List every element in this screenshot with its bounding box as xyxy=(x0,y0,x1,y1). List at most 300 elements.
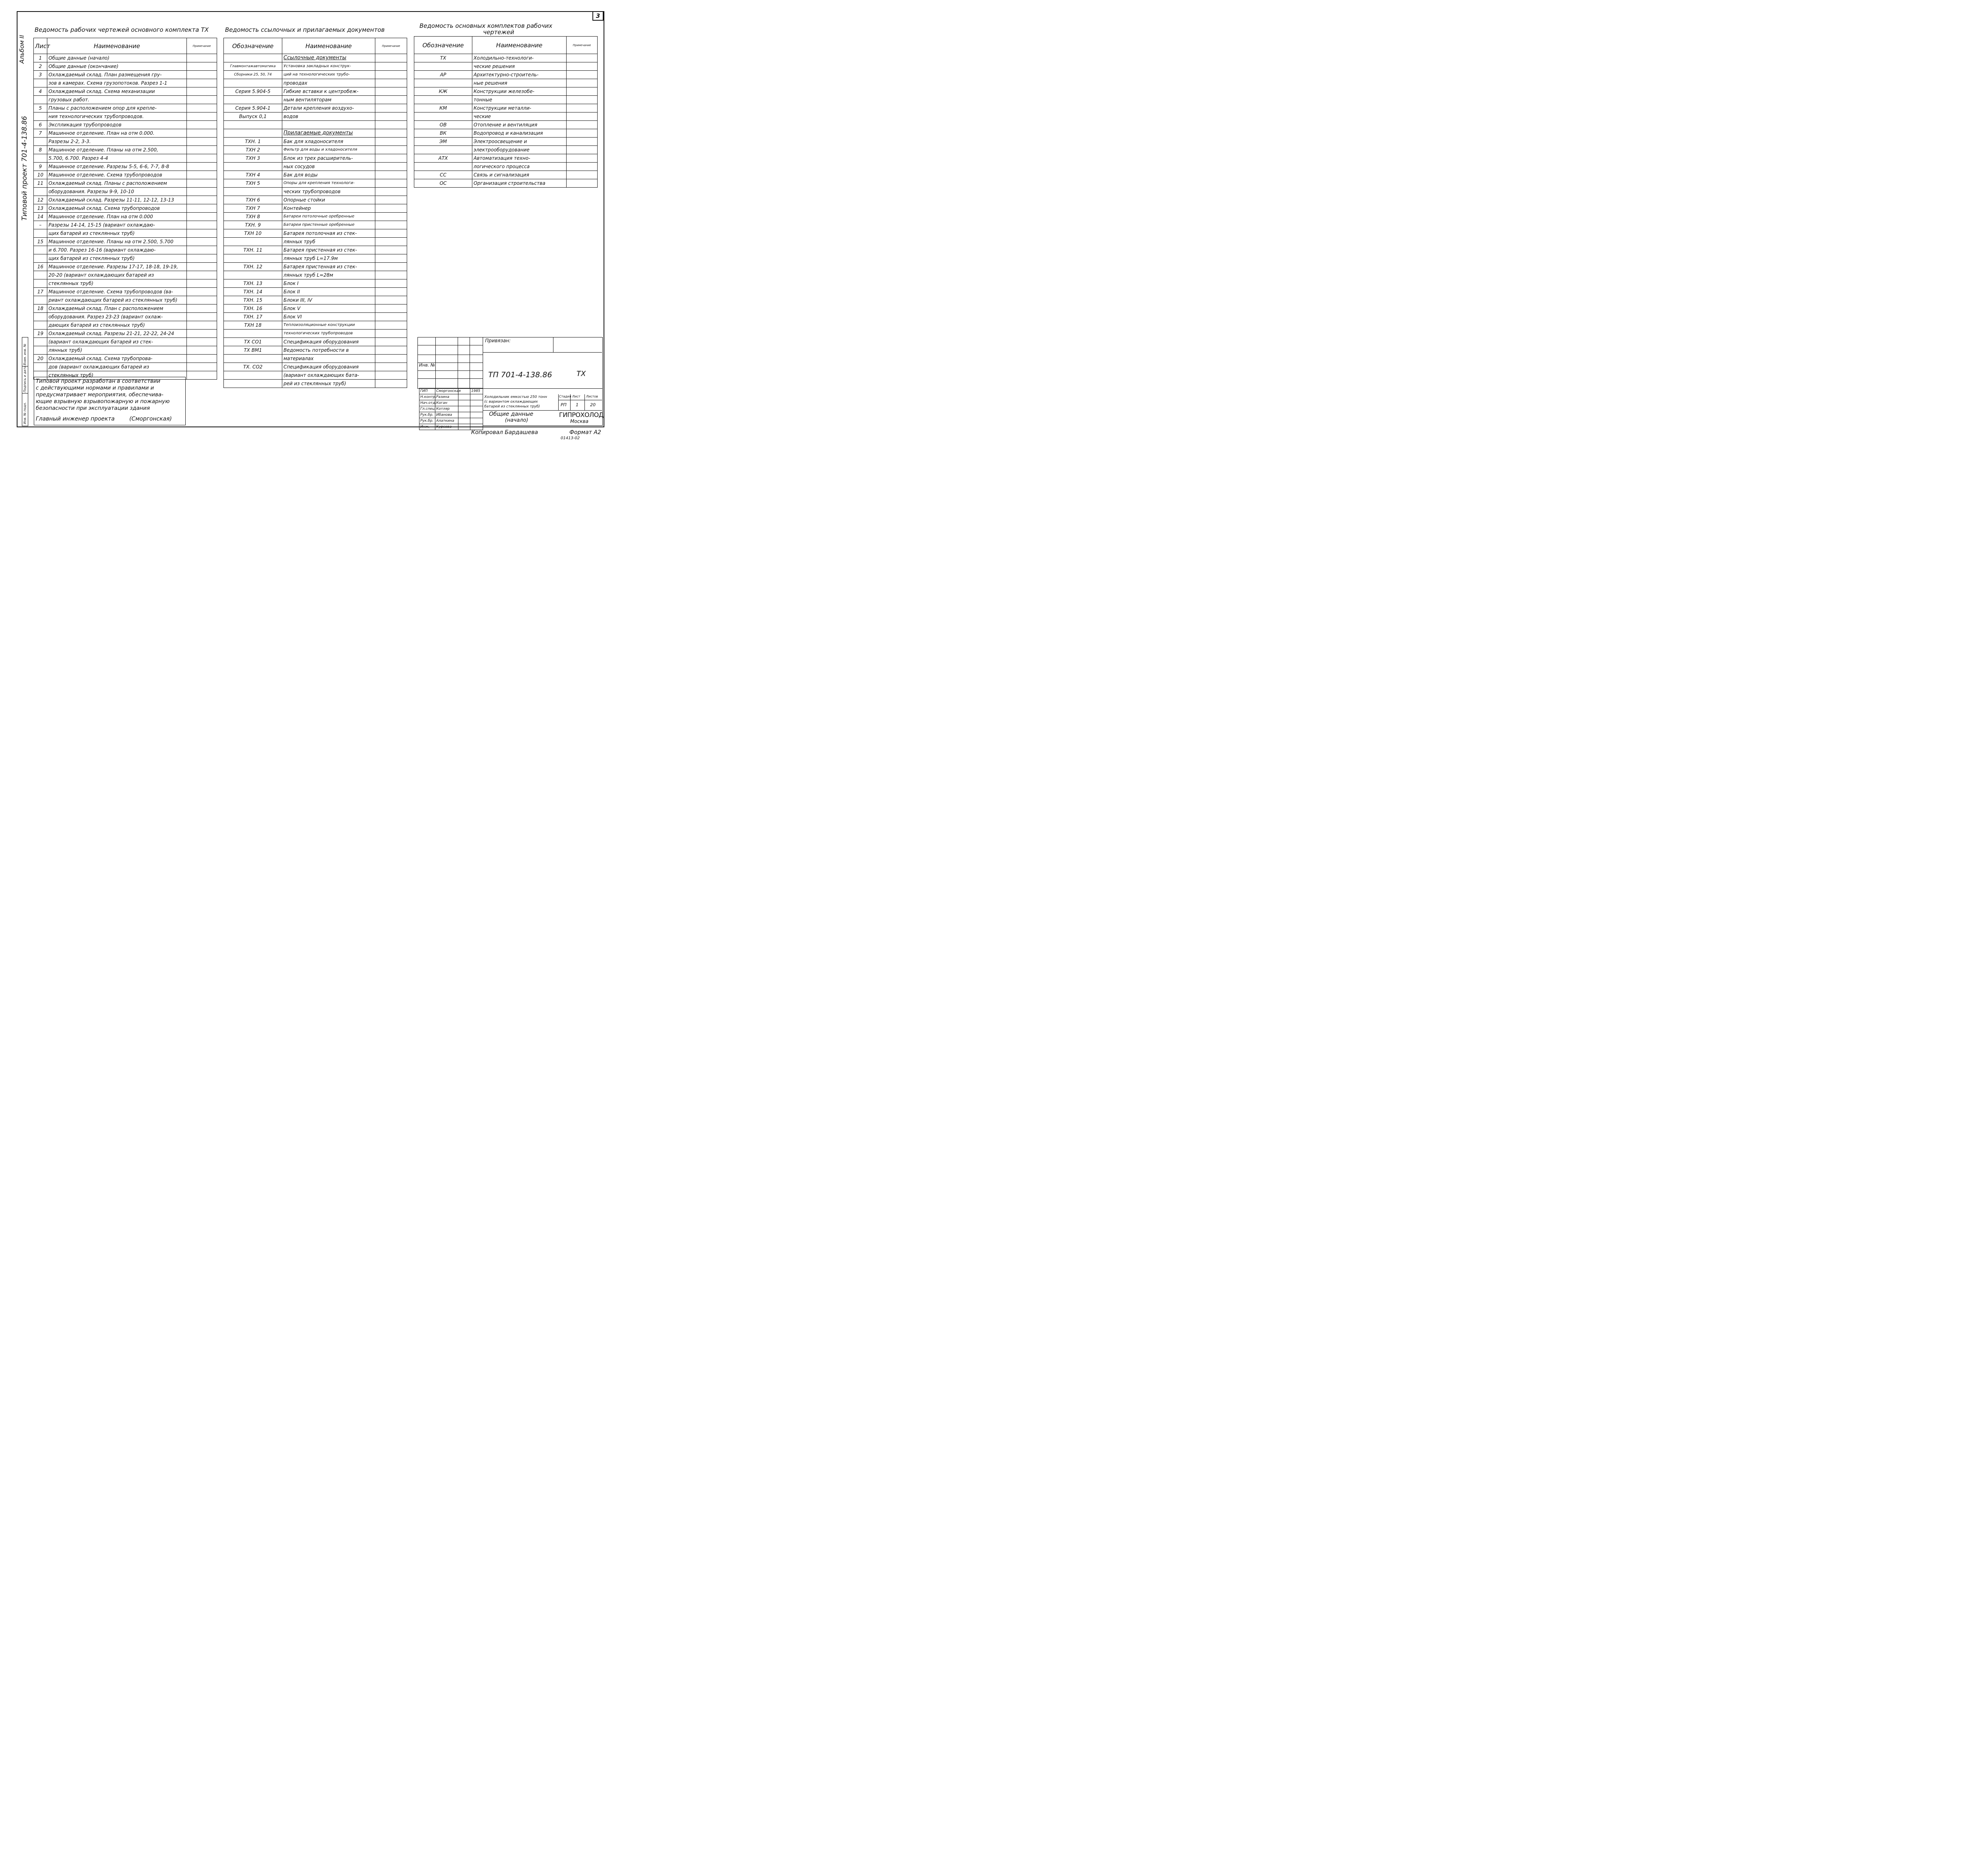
note-cell xyxy=(567,104,598,112)
note-cell xyxy=(375,138,407,146)
document-name-cell: Блок V xyxy=(282,304,375,313)
table-row xyxy=(34,229,217,238)
table-row xyxy=(224,346,407,355)
col-note-header: Примечание xyxy=(187,38,217,54)
table-row xyxy=(34,112,217,121)
note-line-3: предусматривает мероприятия, обеспечива- xyxy=(36,392,164,398)
document-name-cell: ческих трубопроводов xyxy=(282,188,375,196)
table-row xyxy=(224,79,407,87)
document-name-cell: Гибкие вставки к центробеж- xyxy=(282,87,375,96)
note-cell xyxy=(375,355,407,363)
drawing-name-cell: Машинное отделение. Схема трубопроводов xyxy=(47,171,187,179)
table-row xyxy=(34,196,217,204)
set-name-cell: тонные xyxy=(472,96,567,104)
table-row xyxy=(224,213,407,221)
code-cell: ТХН. 14 xyxy=(224,288,282,296)
note-line-1: Типовой проект разработан в соответствии xyxy=(36,378,161,384)
note-cell xyxy=(567,96,598,104)
signature-cell xyxy=(458,400,470,406)
note-cell xyxy=(375,79,407,87)
sheet-number-cell xyxy=(34,321,47,330)
signature-cell xyxy=(458,412,470,418)
document-name-cell: Опорные стойки xyxy=(282,196,375,204)
drawing-name-cell: риант охлаждающих батарей из стеклянных труб) xyxy=(47,296,187,304)
sheet-number-cell xyxy=(34,188,47,196)
sets-table xyxy=(414,36,598,188)
drawing-name-cell: Машинное отделение. Планы на отм 2.500, 5.700 xyxy=(47,238,187,246)
code-cell: ОВ xyxy=(414,121,472,129)
table-row xyxy=(34,204,217,213)
sets-list-title-1: Ведомость основных комплектов рабочих xyxy=(419,22,553,29)
code-cell: ОС xyxy=(414,179,472,188)
code-cell xyxy=(224,254,282,263)
note-cell xyxy=(375,304,407,313)
document-name-cell: Блок I xyxy=(282,279,375,288)
code-cell: КМ xyxy=(414,104,472,112)
note-cell xyxy=(375,346,407,355)
drawings-list-title: Ведомость рабочих чертежей основного комплекта ТХ xyxy=(35,26,209,33)
document-name-cell: материалах xyxy=(282,355,375,363)
code-cell: ТХН. 1 xyxy=(224,138,282,146)
table-row xyxy=(34,313,217,321)
table-row xyxy=(414,154,598,163)
title-block xyxy=(417,337,604,429)
note-cell xyxy=(375,213,407,221)
role-cell: Нач.отд. xyxy=(419,400,435,406)
code-cell: ТХН 2 xyxy=(224,146,282,154)
col-code-header: Обозначение xyxy=(224,38,282,54)
note-cell xyxy=(187,204,217,213)
note-cell xyxy=(187,296,217,304)
drawing-name-cell: оборудования. Разрезы 9-9, 10-10 xyxy=(47,188,187,196)
note-cell xyxy=(567,71,598,79)
note-cell xyxy=(375,54,407,62)
table-row xyxy=(34,71,217,79)
drawing-name-cell: Экспликация трубопроводов xyxy=(47,121,187,129)
code-cell xyxy=(224,371,282,380)
note-cell xyxy=(375,254,407,263)
table-row xyxy=(414,171,598,179)
drawing-name-cell: Охлаждаемый склад. Разрезы 21-21, 22-22, 24-24 xyxy=(47,330,187,338)
note-cell xyxy=(567,163,598,171)
set-name-cell: Холодильно-технологи- xyxy=(472,54,567,62)
sheet-number-cell: 10 xyxy=(34,171,47,179)
table-row xyxy=(224,263,407,271)
document-name-cell: Ведомость потребности в xyxy=(282,346,375,355)
table-row xyxy=(224,163,407,171)
signature-cell xyxy=(458,394,470,400)
table-row xyxy=(34,146,217,154)
drawing-name-cell: дов (вариант охлаждающих батарей из xyxy=(47,363,187,371)
table-row xyxy=(34,129,217,138)
table-row xyxy=(34,79,217,87)
code-cell xyxy=(224,271,282,279)
code-cell: ТХН 3 xyxy=(224,154,282,163)
table-row xyxy=(224,313,407,321)
document-name-cell: лянных труб xyxy=(282,238,375,246)
stage-value: РП xyxy=(561,402,567,407)
note-cell xyxy=(375,321,407,330)
col-name-header: Наименование xyxy=(47,38,187,54)
note-cell xyxy=(187,96,217,104)
drawing-name-cell: Машинное отделение. Разрезы 17-17, 18-18, 19-19, xyxy=(47,263,187,271)
date-cell xyxy=(470,418,483,424)
note-cell xyxy=(187,179,217,188)
table-row xyxy=(224,146,407,154)
table-row xyxy=(224,129,407,138)
sheet-label: Лист xyxy=(572,395,580,398)
drawing-name-cell: Машинное отделение. Схема трубопроводов (ва- xyxy=(47,288,187,296)
document-name-cell: Контейнер xyxy=(282,204,375,213)
code-cell xyxy=(224,330,282,338)
sheet-number: 3 xyxy=(592,11,604,21)
date-cell: 1985 xyxy=(470,388,483,394)
note-cell xyxy=(187,112,217,121)
code-cell xyxy=(224,188,282,196)
sheet-number-cell: 17 xyxy=(34,288,47,296)
table-row xyxy=(34,221,217,229)
code-cell xyxy=(414,62,472,71)
role-cell: Рук.бр. xyxy=(419,412,435,418)
object-name-1: Холодильник емкостью 250 тонн xyxy=(484,395,547,399)
drawings-table xyxy=(33,38,217,380)
table-row xyxy=(34,163,217,171)
person-name-cell: Разина xyxy=(435,394,458,400)
note-cell xyxy=(187,304,217,313)
note-cell xyxy=(187,321,217,330)
drawing-name-cell: Охлаждаемый склад. План размещения гру- xyxy=(47,71,187,79)
note-cell xyxy=(375,188,407,196)
drawing-name-cell: 20-20 (вариант охлаждающих батарей из xyxy=(47,271,187,279)
note-cell xyxy=(187,338,217,346)
table-row xyxy=(414,96,598,104)
note-cell xyxy=(375,288,407,296)
drawing-name-cell: грузовых работ. xyxy=(47,96,187,104)
drawing-name-cell: оборудования. Разрез 23-23 (вариант охлаж- xyxy=(47,313,187,321)
table-row xyxy=(224,321,407,330)
project-side-label: Типовой проект 701-4-138.86 xyxy=(21,116,29,221)
sheets-value: 20 xyxy=(590,402,596,407)
table-row xyxy=(224,355,407,363)
code-cell xyxy=(224,79,282,87)
stage-label: Стадия xyxy=(559,395,571,398)
drawing-name-cell: (вариант охлаждающих батарей из стек- xyxy=(47,338,187,346)
table-row xyxy=(34,288,217,296)
note-cell xyxy=(187,163,217,171)
note-cell xyxy=(187,221,217,229)
note-cell xyxy=(375,313,407,321)
set-name-cell: ческие решения xyxy=(472,62,567,71)
document-name-cell: Фильтр для воды и хладоносителя xyxy=(282,146,375,154)
sheet-value: 1 xyxy=(576,402,579,407)
person-name-cell: Котляр xyxy=(435,406,458,412)
drawing-name-cell: Разрезы 14-14, 15-15 (вариант охлаждаю- xyxy=(47,221,187,229)
table-row xyxy=(414,54,598,62)
document-name-cell: Опоры для крепления технологи- xyxy=(282,179,375,188)
drawing-name-cell: и 6.700. Разрез 16-16 (вариант охлаждаю- xyxy=(47,246,187,254)
code-cell: СС xyxy=(414,171,472,179)
set-name-cell: ные решения xyxy=(472,79,567,87)
table-row xyxy=(224,204,407,213)
album-label: Альбом II xyxy=(18,35,25,64)
note-cell xyxy=(375,330,407,338)
role-cell: Рук.бр. xyxy=(419,418,435,424)
drawing-name-cell: Машинное отделение. План на отм 0.000. xyxy=(47,129,187,138)
note-cell xyxy=(375,154,407,163)
note-cell xyxy=(187,313,217,321)
sheet-number-cell xyxy=(34,96,47,104)
references-list-title: Ведомость ссылочных и прилагаемых документов xyxy=(225,26,385,33)
role-cell: ГИП xyxy=(419,388,435,394)
col-name-header: Наименование xyxy=(472,37,567,54)
sheet-number-cell xyxy=(34,246,47,254)
code-cell xyxy=(414,96,472,104)
document-name-cell: Батарея пристенная из стек- xyxy=(282,263,375,271)
document-name-cell: Батареи потолочные оребренные xyxy=(282,213,375,221)
sheet-number-cell xyxy=(34,296,47,304)
drawing-name-cell: Машинное отделение. План на отм 0.000 xyxy=(47,213,187,221)
table-row xyxy=(224,296,407,304)
document-name-cell: рей из стеклянных труб) xyxy=(282,380,375,388)
table-row xyxy=(224,62,407,71)
code-cell: ТХН 10 xyxy=(224,229,282,238)
sheet-number-cell xyxy=(34,254,47,263)
signature-row xyxy=(419,406,483,412)
note-cell xyxy=(375,146,407,154)
document-name-cell: Блок VI xyxy=(282,313,375,321)
signature-cell xyxy=(458,424,470,430)
drawing-name-cell: ния технологических трубопроводов. xyxy=(47,112,187,121)
note-cell xyxy=(567,112,598,121)
drawing-name-cell: Разрезы 2-2, 3-3. xyxy=(47,138,187,146)
note-cell xyxy=(567,129,598,138)
note-line-4: ющие взрывную взрывопожарную и пожарную xyxy=(36,398,170,405)
drawing-name-cell: Охлаждаемый склад. Схема трубопроводов xyxy=(47,204,187,213)
note-cell xyxy=(187,330,217,338)
set-name-cell: Отопление и вентиляция xyxy=(472,121,567,129)
set-name-cell: Конструкции железобе- xyxy=(472,87,567,96)
chief-name: (Сморгонская) xyxy=(129,416,172,422)
note-cell xyxy=(187,87,217,96)
table-row xyxy=(224,138,407,146)
code-cell: ТХН. 17 xyxy=(224,313,282,321)
set-name-cell: Электроосвещение и xyxy=(472,138,567,146)
code-cell: КЖ xyxy=(414,87,472,96)
code-cell xyxy=(224,355,282,363)
sheet-number-cell xyxy=(34,313,47,321)
code-cell xyxy=(224,380,282,388)
note-cell xyxy=(187,146,217,154)
note-cell xyxy=(187,79,217,87)
strip-label-inv: Инв. № подл. xyxy=(23,402,27,424)
note-cell xyxy=(567,62,598,71)
table-row xyxy=(414,163,598,171)
date-cell xyxy=(470,412,483,418)
note-cell xyxy=(567,146,598,154)
document-name-cell: водов xyxy=(282,112,375,121)
table-row xyxy=(224,279,407,288)
code-cell: Сборники 25, 50, 74 xyxy=(224,71,282,79)
table-row xyxy=(224,338,407,346)
person-name-cell: Ибанова xyxy=(435,412,458,418)
note-cell xyxy=(187,71,217,79)
code-cell: ТХН 4 xyxy=(224,171,282,179)
code-cell xyxy=(224,54,282,62)
col-note-header: Примечание xyxy=(375,38,407,54)
note-cell xyxy=(375,96,407,104)
note-cell xyxy=(187,104,217,112)
code-cell xyxy=(414,112,472,121)
note-cell xyxy=(375,163,407,171)
table-row xyxy=(224,112,407,121)
code-cell: ТХН 5 xyxy=(224,179,282,188)
note-cell xyxy=(375,179,407,188)
drawing-name-cell: щих батарей из стеклянных труб) xyxy=(47,229,187,238)
sheet-number-cell: 2 xyxy=(34,62,47,71)
sheet-number-cell: 13 xyxy=(34,204,47,213)
org-city: Москва xyxy=(570,419,588,424)
set-name-cell: ческие xyxy=(472,112,567,121)
note-cell xyxy=(187,121,217,129)
set-name-cell: электрооборудование xyxy=(472,146,567,154)
note-cell xyxy=(375,71,407,79)
table-row xyxy=(224,254,407,263)
table-row xyxy=(34,254,217,263)
table-row xyxy=(34,296,217,304)
date-cell xyxy=(470,400,483,406)
note-cell xyxy=(375,112,407,121)
sheet-number-cell: 7 xyxy=(34,129,47,138)
person-name-cell: Курсова xyxy=(435,424,458,430)
note-cell xyxy=(567,138,598,146)
note-cell xyxy=(187,196,217,204)
note-cell xyxy=(187,188,217,196)
chief-engineer-label: Главный инженер проекта xyxy=(36,416,115,422)
drawing-name-cell: Планы с расположением опор для крепле- xyxy=(47,104,187,112)
code-cell: АТХ xyxy=(414,154,472,163)
code-cell: ТХН. 15 xyxy=(224,296,282,304)
sheet-number-cell: 8 xyxy=(34,146,47,154)
note-cell xyxy=(375,271,407,279)
table-row xyxy=(414,146,598,154)
role-cell: Инж. xyxy=(419,424,435,430)
role-cell: Н.контр. xyxy=(419,394,435,400)
note-cell xyxy=(187,62,217,71)
code-cell: ТХН 6 xyxy=(224,196,282,204)
code-cell: ВК xyxy=(414,129,472,138)
drawing-name-cell: 5.700, 6.700. Разрез 4-4 xyxy=(47,154,187,163)
col-sheet-header: Лист xyxy=(34,38,47,54)
document-name-cell: Спецификация оборудования xyxy=(282,363,375,371)
code-cell: ТХН. 11 xyxy=(224,246,282,254)
sheet-number-cell: 12 xyxy=(34,196,47,204)
code-cell: Главмонтажавтоматика xyxy=(224,62,282,71)
code-cell: ЭМ xyxy=(414,138,472,146)
table-row xyxy=(414,87,598,96)
code-cell: ТХ. СО2 xyxy=(224,363,282,371)
note-cell xyxy=(567,179,598,188)
code-cell xyxy=(414,146,472,154)
sheets-label: Листов xyxy=(586,395,598,398)
drawing-name-cell: Охлаждаемый склад. Планы с расположением xyxy=(47,179,187,188)
code-cell: ТХ xyxy=(414,54,472,62)
sheet-number-cell xyxy=(34,346,47,355)
code-cell xyxy=(414,79,472,87)
code-cell xyxy=(224,129,282,138)
note-cell xyxy=(187,229,217,238)
note-cell xyxy=(187,271,217,279)
drawing-name-cell: Охлаждаемый склад. Схема трубопрова- xyxy=(47,355,187,363)
note-cell xyxy=(375,238,407,246)
note-cell xyxy=(375,380,407,388)
note-cell xyxy=(567,87,598,96)
set-name-cell: Архитектурно-строитель- xyxy=(472,71,567,79)
table-row xyxy=(224,246,407,254)
table-row xyxy=(34,346,217,355)
document-name-cell: Теплоизоляционные конструкции xyxy=(282,321,375,330)
code-cell: Выпуск 0,1 xyxy=(224,112,282,121)
drawing-name-cell: стеклянных труб) xyxy=(47,371,187,380)
table-row xyxy=(414,104,598,112)
table-row xyxy=(34,355,217,363)
col-note-header: Примечание xyxy=(567,37,598,54)
sheet-number-cell: 9 xyxy=(34,163,47,171)
table-row xyxy=(224,371,407,380)
references-table xyxy=(223,38,407,388)
signature-row xyxy=(419,400,483,406)
code-cell: ТХН 18 xyxy=(224,321,282,330)
table-row xyxy=(224,363,407,371)
format-label: Формат А2 xyxy=(569,429,601,436)
signature-cell xyxy=(458,418,470,424)
set-name-cell: Конструкции металли- xyxy=(472,104,567,112)
code-cell: Серия 5.904-1 xyxy=(224,104,282,112)
table-row xyxy=(34,213,217,221)
sheet-number-cell: 18 xyxy=(34,304,47,313)
code-cell xyxy=(224,163,282,171)
set-name-cell: Организация строительства xyxy=(472,179,567,188)
note-cell xyxy=(375,171,407,179)
note-cell xyxy=(375,246,407,254)
drawing-name-cell: дающих батарей из стеклянных труб) xyxy=(47,321,187,330)
code-cell xyxy=(224,238,282,246)
note-cell xyxy=(375,263,407,271)
note-cell xyxy=(187,254,217,263)
table-row xyxy=(34,104,217,112)
note-cell xyxy=(187,171,217,179)
table-row xyxy=(34,179,217,188)
doc-inventory-code: 01413-02 xyxy=(561,436,580,440)
table-row xyxy=(224,71,407,79)
code-cell: АР xyxy=(414,71,472,79)
document-name-cell: технологических трубопроводов xyxy=(282,330,375,338)
sheet-number-cell: 14 xyxy=(34,213,47,221)
table-row xyxy=(224,330,407,338)
code-cell xyxy=(414,163,472,171)
table-row xyxy=(414,129,598,138)
table-row xyxy=(224,188,407,196)
document-name-cell: Батарея потолочная из стек- xyxy=(282,229,375,238)
drawing-name-cell: Общие данные (окончание) xyxy=(47,62,187,71)
note-cell xyxy=(187,363,217,371)
sheet-number-cell: 16 xyxy=(34,263,47,271)
document-name-cell: Блок II xyxy=(282,288,375,296)
document-name-cell: Спецификация оборудования xyxy=(282,338,375,346)
drawing-name-cell: лянных труб) xyxy=(47,346,187,355)
document-name-cell: Прилагаемые документы xyxy=(282,129,375,138)
document-name-cell: ным вентиляторам xyxy=(282,96,375,104)
table-row xyxy=(414,138,598,146)
